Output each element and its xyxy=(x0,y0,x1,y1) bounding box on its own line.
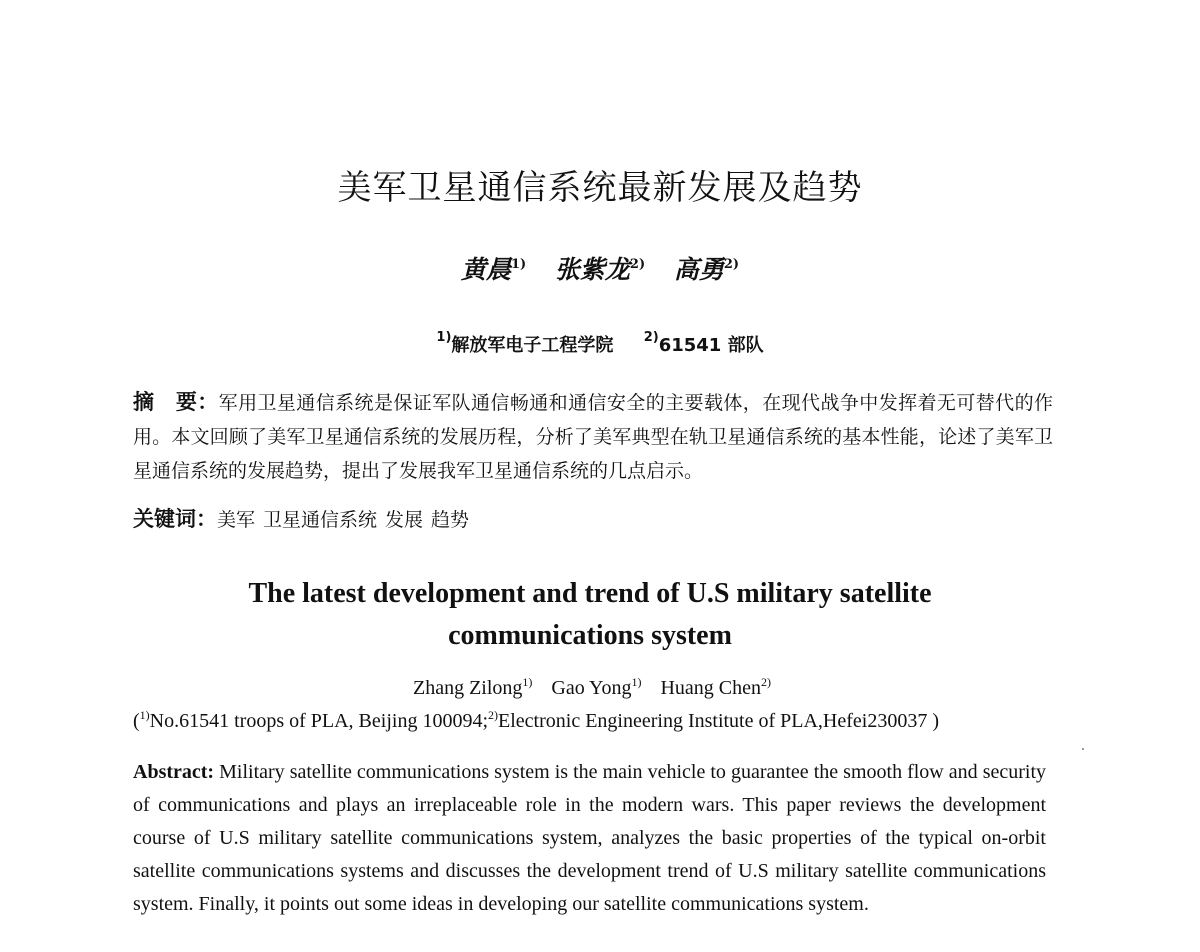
chinese-affiliation xyxy=(643,330,764,356)
affil-text: Electronic Engineering Institute of PLA,Hefei230037 ) xyxy=(498,710,940,732)
keyword: 发展 xyxy=(385,509,424,531)
author-affil-marker: 1) xyxy=(631,675,642,689)
author-affil-marker: 2) xyxy=(629,257,646,272)
english-abstract xyxy=(133,756,1046,921)
chinese-abstract xyxy=(133,385,1053,488)
author-name: 高勇 xyxy=(673,255,724,284)
affil-marker: 1) xyxy=(139,708,150,722)
author-affil-marker: 1) xyxy=(522,675,533,689)
affil-marker: 2) xyxy=(488,708,499,722)
english-author xyxy=(551,677,641,699)
chinese-author xyxy=(674,255,739,284)
affil-marker: 2) xyxy=(643,330,659,345)
affil-text: No.61541 troops of PLA, Beijing 100094; xyxy=(149,710,489,732)
affil-open-paren: ( xyxy=(133,710,140,732)
chinese-authors xyxy=(0,250,1200,286)
english-title-line: The latest development and trend of U.S military satellite xyxy=(248,578,932,609)
english-author xyxy=(413,677,532,699)
english-abstract-text: Military satellite communications system is the main vehicle to guarantee the smooth flow and security of communications and plays an irreplaceable role in the modern wars. This paper reviews the development course of U.S military satellite communications system, analyzes the basic properties of the typical on-orbit satellite communications systems and discusses the development trend of U.S military satellite communications system. Finally, it points out some ideas in developing our satellite communications system. xyxy=(133,761,1046,915)
affil-name: 解放军电子工程学院 xyxy=(451,335,614,356)
author-affil-marker: 1) xyxy=(510,257,527,272)
keyword: 美军 xyxy=(217,509,256,531)
affil-name: 61541 部队 xyxy=(658,335,764,356)
chinese-abstract-label: 摘 要： xyxy=(133,390,219,414)
scan-speck xyxy=(1082,748,1084,750)
chinese-keywords-label: 关键词： xyxy=(133,507,217,531)
author-name: Gao Yong xyxy=(551,677,632,699)
chinese-abstract-text: 军用卫星通信系统是保证军队通信畅通和通信安全的主要载体，在现代战争中发挥着无可替代的作用。本文回顾了美军卫星通信系统的发展历程，分析了美军典型在轨卫星通信系统的基本性能，论述了美军卫星通信系统的发展趋势，提出了发展我军卫星通信系统的几点启示。 xyxy=(133,392,1053,482)
author-name: Zhang Zilong xyxy=(412,677,523,699)
english-abstract-label: Abstract: xyxy=(133,761,215,783)
chinese-author xyxy=(555,255,645,284)
english-title xyxy=(0,573,1180,657)
keyword: 趋势 xyxy=(431,509,470,531)
affil-marker: 1) xyxy=(436,330,452,345)
english-title-line: communications system xyxy=(448,620,732,651)
chinese-affiliations xyxy=(0,330,1200,357)
chinese-author xyxy=(461,255,526,284)
chinese-affiliation xyxy=(436,330,614,356)
author-affil-marker: 2) xyxy=(723,257,740,272)
author-name: 张紫龙 xyxy=(554,255,630,284)
chinese-keywords xyxy=(133,503,1053,533)
english-affiliations xyxy=(133,708,1083,733)
author-name: 黄晨 xyxy=(460,255,511,284)
chinese-title: 美军卫星通信系统最新发展及趋势 xyxy=(337,168,863,208)
keyword: 卫星通信系统 xyxy=(263,509,378,531)
english-author xyxy=(660,677,771,699)
author-name: Huang Chen xyxy=(660,677,761,699)
author-affil-marker: 2) xyxy=(761,675,771,689)
english-authors xyxy=(0,675,1184,700)
